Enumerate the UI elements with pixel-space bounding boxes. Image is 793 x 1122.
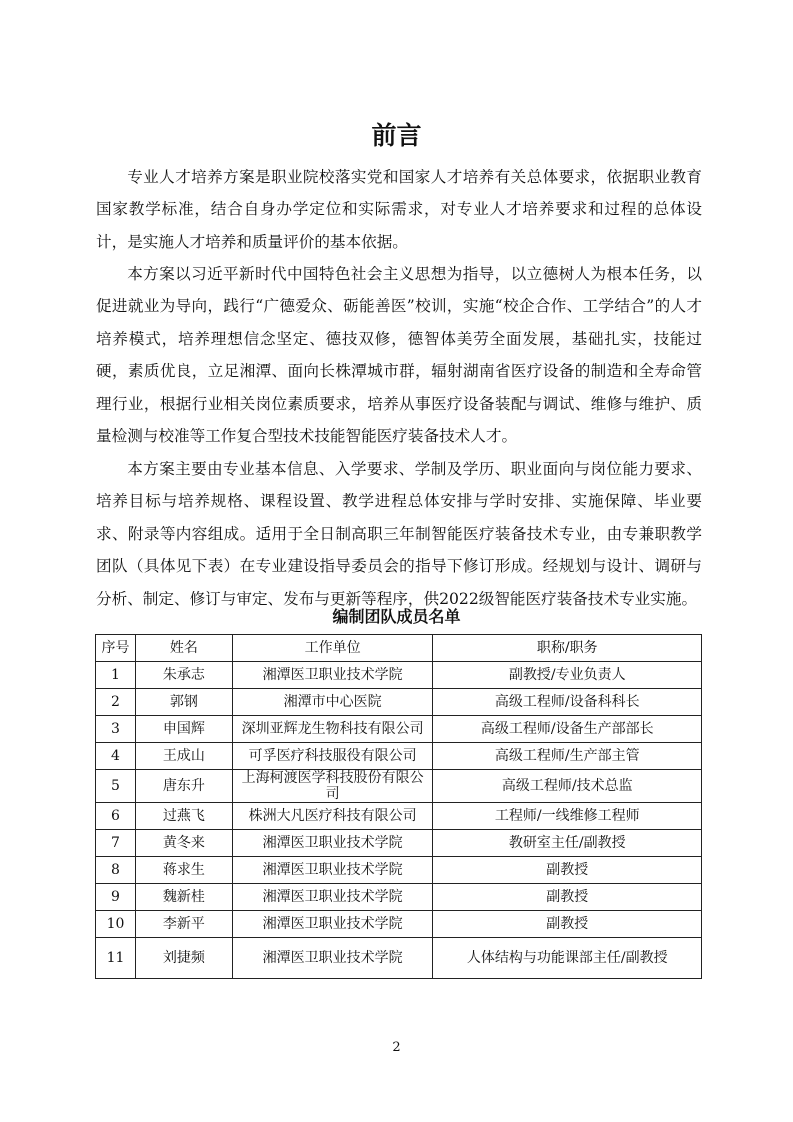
cell-name: 黄冬来	[135, 830, 232, 857]
cell-index: 3	[96, 716, 136, 743]
header-index: 序号	[96, 635, 136, 662]
cell-title: 高级工程师/设备生产部部长	[433, 716, 702, 743]
cell-title: 教研室主任/副教授	[433, 830, 702, 857]
cell-index: 5	[96, 770, 136, 803]
cell-employer: 湘潭医卫职业技术学院	[232, 857, 433, 884]
cell-employer: 上海柯渡医学科技股份有限公司	[232, 770, 433, 803]
cell-title: 高级工程师/生产部主管	[433, 743, 702, 770]
cell-name: 过燕飞	[135, 803, 232, 830]
table-row	[96, 884, 702, 911]
table-row	[96, 911, 702, 938]
cell-title: 副教授	[433, 911, 702, 938]
table-row	[96, 689, 702, 716]
cell-name: 郭钢	[135, 689, 232, 716]
cell-employer: 湘潭医卫职业技术学院	[232, 662, 433, 689]
table-caption: 编制团队成员名单	[332, 607, 461, 626]
cell-index: 11	[96, 938, 136, 979]
cell-index: 10	[96, 911, 136, 938]
header-employer: 工作单位	[232, 635, 433, 662]
cell-name: 王成山	[135, 743, 232, 770]
cell-name: 朱承志	[135, 662, 232, 689]
paragraph-composition: 本方案主要由专业基本信息、入学要求、学制及学历、职业面向与岗位能力要求、培养目标与培养规格、课程设置、教学进程总体安排与学时安排、实施保障、毕业要求、附录等内容组成。适用于全日制高职三年制智能医疗装备技术专业，由专兼职教学团队（具体见下表）在专业建设指导委员会的指导下修订形成。经规划与设计、调研与分析、制定、修订与审定、发布与更新等程序，供2022级智能医疗装备技术专业实施。	[96, 460, 702, 608]
cell-index: 6	[96, 803, 136, 830]
cell-title: 工程师/一线维修工程师	[433, 803, 702, 830]
paragraph-intro: 专业人才培养方案是职业院校落实党和国家人才培养有关总体要求，依据职业教育国家教学标准，结合自身办学定位和实际需求，对专业人才培养要求和过程的总体设计，是实施人才培养和质量评价的基本依据。	[96, 168, 702, 251]
team-members-table	[95, 634, 702, 979]
table-row	[96, 662, 702, 689]
cell-employer: 湘潭市中心医院	[232, 689, 433, 716]
cell-index: 9	[96, 884, 136, 911]
cell-title: 高级工程师/设备科科长	[433, 689, 702, 716]
cell-index: 8	[96, 857, 136, 884]
cell-title: 副教授/专业负责人	[433, 662, 702, 689]
cell-index: 1	[96, 662, 136, 689]
cell-name: 唐东升	[135, 770, 232, 803]
cell-title: 副教授	[433, 857, 702, 884]
cell-employer: 湘潭医卫职业技术学院	[232, 884, 433, 911]
cell-name: 刘捷频	[135, 938, 232, 979]
table-row	[96, 716, 702, 743]
cell-employer: 可孚医疗科技服役有限公司	[232, 743, 433, 770]
table-row	[96, 857, 702, 884]
table-row	[96, 938, 702, 979]
table-row	[96, 803, 702, 830]
table-row	[96, 770, 702, 803]
cell-index: 2	[96, 689, 136, 716]
cell-name: 李新平	[135, 911, 232, 938]
header-title: 职称/职务	[433, 635, 702, 662]
cell-employer: 株洲大凡医疗科技有限公司	[232, 803, 433, 830]
paragraph-guidance: 本方案以习近平新时代中国特色社会主义思想为指导，以立德树人为根本任务，以促进就业为导向，践行“广德爱众、砺能善医”校训，实施“校企合作、工学结合”的人才培养模式，培养理想信念坚定、德技双修，德智体美劳全面发展，基础扎实，技能过硬，素质优良，立足湘潭、面向长株潭城市群，辐射湖南省医疗设备的制造和全寿命管理行业，根据行业相关岗位素质要求，培养从事医疗设备装配与调试、维修与维护、质量检测与校准等工作复合型技术技能智能医疗装备技术人才。	[96, 265, 702, 446]
cell-employer: 湘潭医卫职业技术学院	[232, 911, 433, 938]
page-number: 2	[392, 1040, 401, 1055]
cell-title: 高级工程师/技术总监	[433, 770, 702, 803]
cell-index: 4	[96, 743, 136, 770]
table-row	[96, 830, 702, 857]
header-name: 姓名	[135, 635, 232, 662]
table-header-row	[96, 635, 702, 662]
cell-employer: 湘潭医卫职业技术学院	[232, 938, 433, 979]
cell-employer: 深圳亚辉龙生物科技有限公司	[232, 716, 433, 743]
cell-name: 魏新桂	[135, 884, 232, 911]
table-row	[96, 743, 702, 770]
cell-title: 人体结构与功能课部主任/副教授	[433, 938, 702, 979]
cell-name: 申国辉	[135, 716, 232, 743]
cell-index: 7	[96, 830, 136, 857]
cell-name: 蒋求生	[135, 857, 232, 884]
cell-title: 副教授	[433, 884, 702, 911]
cell-employer: 湘潭医卫职业技术学院	[232, 830, 433, 857]
page-title: 前言	[371, 121, 422, 150]
